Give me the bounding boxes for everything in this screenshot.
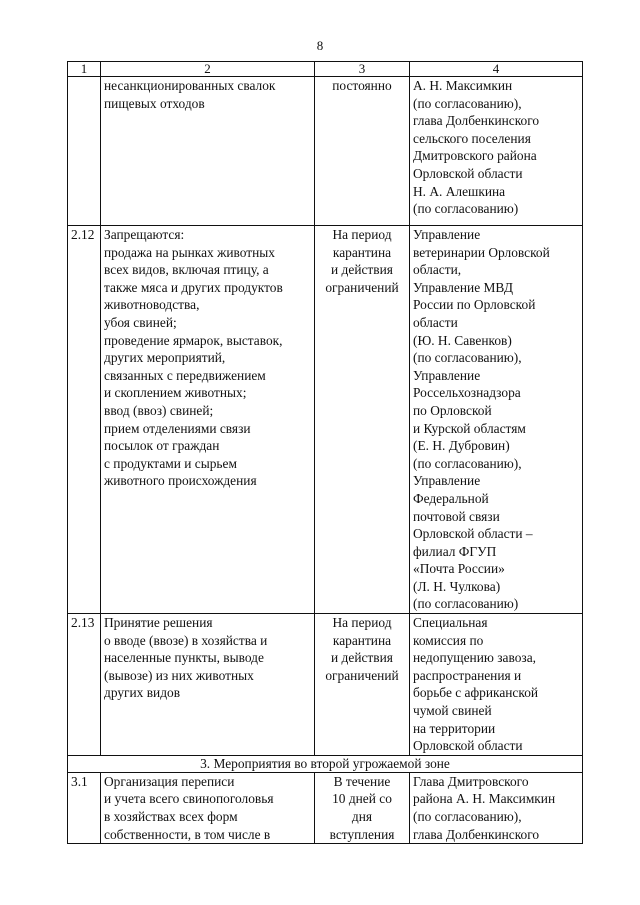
cell-line: На период <box>332 615 392 631</box>
cell-line: На период <box>332 227 392 242</box>
cell-line: населенные пункты, выводе <box>104 650 264 666</box>
cell-line: и Курской областям <box>413 420 526 436</box>
cell-line: филиал ФГУП <box>413 543 497 559</box>
cell-line: животноводства, <box>104 297 200 313</box>
responsible-cell <box>410 77 583 226</box>
cell-line: Орловской области <box>413 738 523 754</box>
cell-line: борьбе с африканской <box>413 685 539 701</box>
cell-line: с продуктами и сырьем <box>104 455 237 471</box>
cell-line: связанных с передвижением <box>104 367 266 383</box>
cell-line: также мяса и других продуктов <box>104 279 283 295</box>
measure-cell <box>101 77 315 226</box>
cell-line: убоя свиней; <box>104 314 177 330</box>
header-col-4: 4 <box>410 62 583 77</box>
term-cell <box>315 772 410 843</box>
cell-line: Организация переписи <box>104 773 235 789</box>
cell-line: и действия <box>331 262 393 278</box>
cell-line: Россельхознадзора <box>413 385 521 401</box>
cell-line: сельского поселения <box>413 130 531 146</box>
cell-line: (по согласованию), <box>413 455 522 471</box>
cell-line: ветеринарии Орловской <box>413 244 550 260</box>
section-heading-row <box>68 755 583 772</box>
header-col-2: 2 <box>101 62 315 77</box>
cell-line: собственности, в том числе в <box>104 826 271 842</box>
cell-line: Орловской области – <box>413 526 533 542</box>
cell-line: (по согласованию), <box>413 350 522 366</box>
cell-line: постоянно <box>332 78 392 93</box>
cell-line: проведение ярмарок, выставок, <box>104 332 283 348</box>
cell-line: ограничений <box>325 667 399 683</box>
cell-line: продажа на рынках животных <box>104 244 275 260</box>
cell-line: района А. Н. Максимкин <box>413 791 556 807</box>
cell-line: В течение <box>333 773 391 789</box>
cell-line: и скоплением животных; <box>104 385 247 401</box>
cell-line: дня <box>351 809 373 824</box>
responsible-cell <box>410 772 583 843</box>
measures-table <box>67 61 583 844</box>
term-cell <box>315 77 410 226</box>
cell-line: Специальная <box>413 615 488 631</box>
cell-line: Управление <box>413 227 481 242</box>
cell-line: (Л. Н. Чулкова) <box>413 578 501 594</box>
cell-line: по Орловской <box>413 402 492 418</box>
cell-line: животного происхождения <box>104 473 257 489</box>
cell-line: 10 дней со <box>332 791 392 807</box>
cell-line: чумой свиней <box>413 703 492 719</box>
row-number: 2.12 <box>68 226 101 614</box>
cell-line: Федеральной <box>413 490 489 506</box>
cell-line: посылок от граждан <box>104 438 220 454</box>
responsible-cell <box>410 226 583 614</box>
cell-line: (по согласованию), <box>413 809 522 824</box>
cell-line: Дмитровского района <box>413 148 537 164</box>
cell-line: «Почта России» <box>413 561 505 577</box>
cell-line: распространения и <box>413 667 522 683</box>
cell-line: Управление <box>413 473 481 489</box>
cell-line: Запрещаются: <box>104 227 185 242</box>
table-row <box>68 614 583 756</box>
measure-cell <box>101 614 315 756</box>
cell-line: пищевых отходов <box>104 95 205 111</box>
cell-line: вступления <box>329 826 395 842</box>
cell-line: А. Н. Максимкин <box>413 78 513 93</box>
table-row <box>68 77 583 226</box>
cell-line: карантина <box>332 632 392 648</box>
cell-line: несанкционированных свалок <box>104 78 276 93</box>
cell-line: Принятие решения <box>104 615 213 631</box>
responsible-cell <box>410 614 583 756</box>
cell-line: (вывозе) из них животных <box>104 667 254 683</box>
cell-line: других мероприятий, <box>104 350 226 366</box>
cell-line: глава Долбенкинского <box>413 113 540 129</box>
cell-line: других видов <box>104 685 181 701</box>
cell-line: (по согласованию), <box>413 95 522 111</box>
term-cell <box>315 614 410 756</box>
cell-line: Управление <box>413 367 481 383</box>
cell-line: прием отделениями связи <box>104 420 251 436</box>
section-heading: 3. Мероприятия во второй угрожаемой зоне <box>68 755 583 772</box>
cell-line: о вводе (ввозе) в хозяйства и <box>104 632 268 648</box>
page-number: 8 <box>316 38 324 53</box>
cell-line: почтовой связи <box>413 508 500 524</box>
term-cell <box>315 226 410 614</box>
cell-line: комиссия по <box>413 632 484 648</box>
cell-line: недопущению завоза, <box>413 650 536 666</box>
cell-line: (Ю. Н. Савенков) <box>413 332 512 348</box>
cell-line: всех видов, включая птицу, а <box>104 262 269 278</box>
cell-line: области, <box>413 262 462 278</box>
measure-cell <box>101 226 315 614</box>
cell-line: в хозяйствах всех форм <box>104 809 238 824</box>
cell-line: (по согласованию) <box>413 201 519 217</box>
cell-line: и учета всего свинопоголовья <box>104 791 274 807</box>
cell-line: Орловской области <box>413 165 523 181</box>
row-number <box>68 77 101 226</box>
table-row <box>68 226 583 614</box>
cell-line: ограничений <box>325 279 399 295</box>
header-col-3: 3 <box>315 62 410 77</box>
row-number: 2.13 <box>68 614 101 756</box>
cell-line: ввод (ввоз) свиней; <box>104 402 214 418</box>
cell-line: Глава Дмитровского <box>413 773 529 789</box>
cell-line: и действия <box>331 650 393 666</box>
header-col-1: 1 <box>68 62 101 77</box>
cell-line: Н. А. Алешкина <box>413 183 506 199</box>
measure-cell <box>101 772 315 843</box>
table-header-row <box>68 62 583 77</box>
table-row <box>68 772 583 843</box>
cell-line: России по Орловской <box>413 297 536 313</box>
cell-line: Управление МВД <box>413 279 513 295</box>
cell-line: на территории <box>413 720 496 736</box>
cell-line: (Е. Н. Дубровин) <box>413 438 510 454</box>
row-number: 3.1 <box>68 772 101 843</box>
cell-line: области <box>413 314 458 330</box>
cell-line: (по согласованию) <box>413 596 519 612</box>
cell-line: глава Долбенкинского <box>413 826 540 842</box>
cell-line: карантина <box>332 244 392 260</box>
